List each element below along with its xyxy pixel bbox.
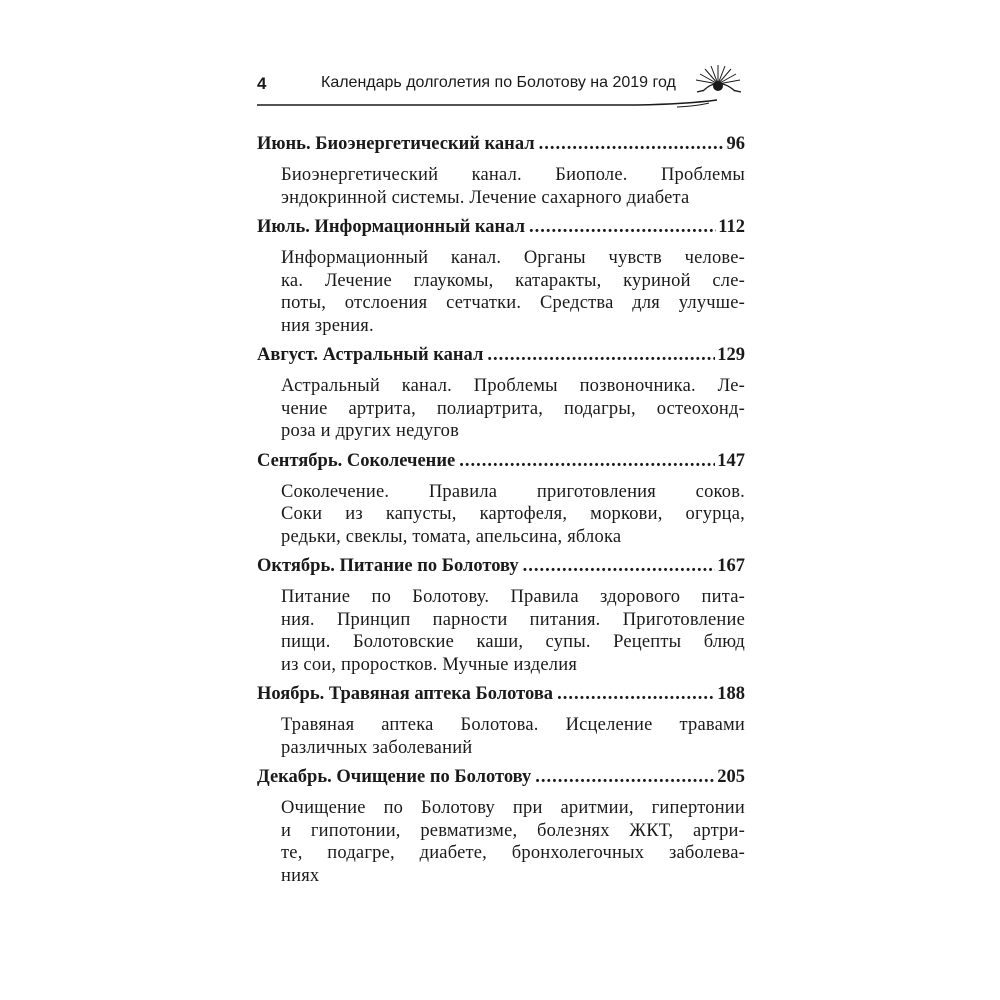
dot-leader — [487, 343, 715, 368]
description-line: чение артрита, полиартрита, подагры, остеохонд- — [281, 398, 745, 419]
chapter-title: Сентябрь. Соколечение — [257, 450, 456, 471]
toc-entry — [257, 343, 745, 443]
dot-leader — [459, 449, 715, 474]
dot-leader — [539, 132, 725, 157]
table-of-contents — [257, 132, 745, 893]
toc-entry-heading — [257, 343, 745, 368]
description-line: из сои, проростков. Мучные изделия — [281, 654, 578, 675]
description-line: ния зрения. — [281, 315, 374, 336]
dot-leader — [523, 554, 716, 579]
description-line: Очищение по Болотову при аритмии, гипертонии — [281, 798, 745, 818]
chapter-description — [281, 714, 745, 759]
toc-entry-heading — [257, 765, 745, 790]
description-line: роза и других недугов — [281, 421, 460, 441]
toc-entry — [257, 215, 745, 337]
chapter-page-number: 147 — [717, 450, 745, 471]
toc-entry-heading — [257, 449, 745, 474]
sunflower-ornament-icon — [691, 62, 745, 96]
chapter-page-number: 129 — [717, 345, 745, 365]
toc-entry — [257, 554, 745, 676]
chapter-page-number: 205 — [717, 767, 745, 787]
description-line: пищи. Болотовские каши, супы. Рецепты блюд — [281, 632, 745, 652]
chapter-description — [281, 375, 745, 443]
chapter-title: Август. Астральный канал — [257, 345, 484, 365]
description-line: Соки из капусты, картофеля, моркови, огурца, — [281, 504, 745, 524]
description-line: ния. Принцип парности питания. Приготовление — [281, 609, 745, 630]
description-line: Информационный канал. Органы чувств челове- — [281, 248, 745, 268]
running-header-title: Календарь долголетия по Болотову на 2019 год — [321, 74, 676, 91]
page-number: 4 — [257, 74, 267, 93]
description-line: Питание по Болотову. Правила здорового пита- — [281, 587, 745, 607]
chapter-title: Октябрь. Питание по Болотову — [257, 556, 519, 576]
chapter-title: Июнь. Биоэнергетический канал — [257, 134, 535, 154]
chapter-page-number: 112 — [718, 217, 745, 237]
chapter-page-number: 96 — [726, 134, 745, 154]
toc-entry — [257, 449, 745, 549]
dot-leader — [557, 682, 715, 707]
chapter-title: Ноябрь. Травяная аптека Болотова — [257, 684, 554, 704]
toc-entry-heading — [257, 682, 745, 707]
running-header — [257, 62, 745, 112]
description-line: Травяная аптека Болотова. Исцеление травами — [281, 715, 745, 735]
dot-leader — [535, 765, 715, 790]
toc-entry-heading — [257, 215, 745, 240]
description-line: ка. Лечение глаукомы, катаракты, куриной сле- — [281, 270, 745, 291]
chapter-description — [281, 164, 745, 209]
toc-entry — [257, 765, 745, 887]
toc-entry-heading — [257, 132, 745, 157]
description-line: Астральный канал. Проблемы позвоночника. Ле- — [281, 376, 745, 396]
description-line: редьки, свеклы, томата, апельсина, яблока — [281, 526, 622, 547]
chapter-description — [281, 586, 745, 676]
chapter-title: Июль. Информационный канал — [257, 217, 526, 237]
chapter-description — [281, 797, 745, 887]
description-line: и гипотонии, ревматизме, болезнях ЖКТ, артри- — [281, 820, 745, 841]
chapter-page-number: 188 — [717, 684, 745, 704]
description-line: поты, отслоения сетчатки. Средства для улучше- — [281, 293, 745, 313]
description-line: эндокринной системы. Лечение сахарного диабета — [281, 187, 690, 208]
chapter-description — [281, 481, 745, 549]
toc-entry — [257, 682, 745, 759]
dot-leader — [529, 215, 716, 240]
header-rule-line — [257, 98, 745, 110]
description-line: Соколечение. Правила приготовления соков. — [281, 481, 745, 502]
description-line: Биоэнергетический канал. Биополе. Проблемы — [281, 165, 745, 185]
toc-entry — [257, 132, 745, 209]
description-line: ниях — [281, 865, 320, 886]
chapter-page-number: 167 — [717, 556, 745, 576]
toc-entry-heading — [257, 554, 745, 579]
chapter-title: Декабрь. Очищение по Болотову — [257, 767, 532, 787]
description-line: различных заболеваний — [281, 737, 473, 758]
chapter-description — [281, 247, 745, 337]
description-line: те, подагре, диабете, бронхолегочных заболева- — [281, 843, 745, 863]
